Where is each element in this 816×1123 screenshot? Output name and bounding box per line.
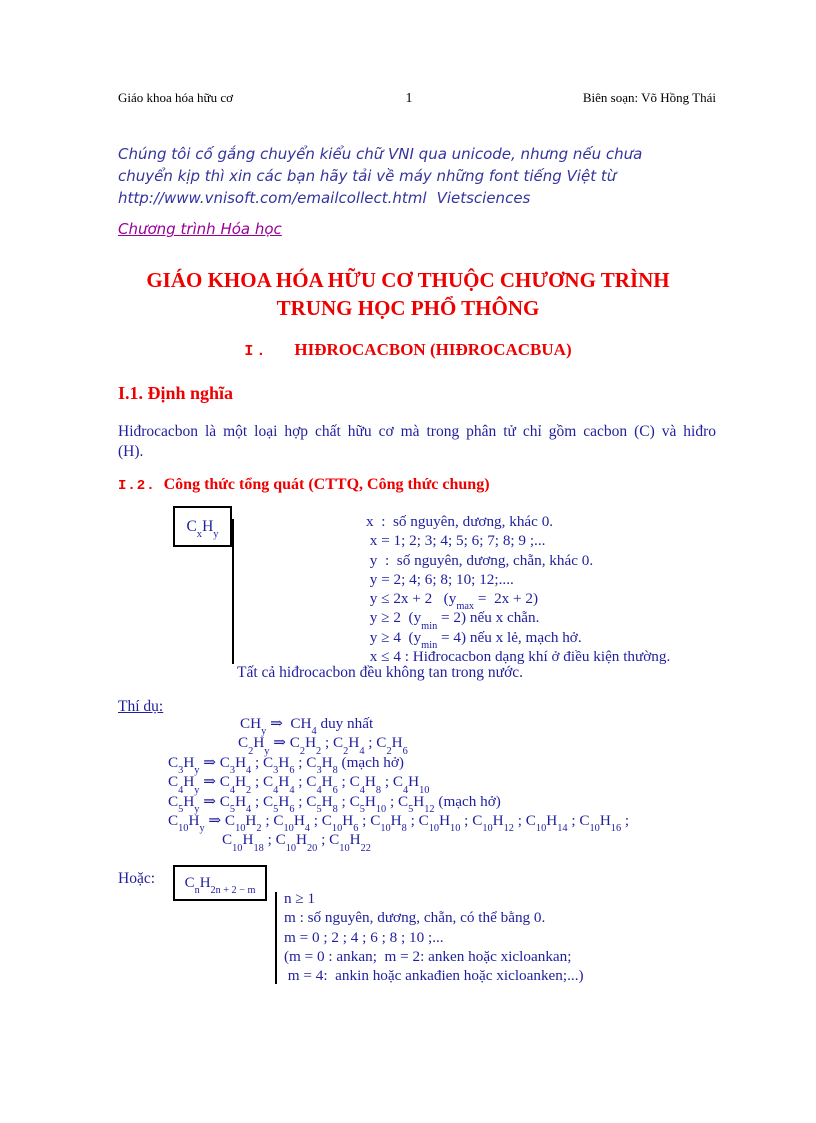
definition-body-line-1: Hiđrocacbon là một loại hợp chất hữu cơ mà trong phân tử chỉ gồm cacbon (C) và hiđro	[118, 423, 716, 440]
section-heading	[0, 340, 816, 360]
definition-heading: I.1. Định nghĩa	[118, 383, 234, 403]
example-line: $C_5H_y$ ⇒ $C_5H_4$ ; $C_5H_6$ ; $C_5H_8$ ; $C_5H_{10}$ ; $C_5H_{12}$ (mạch hở)	[168, 792, 501, 815]
bracket-rule	[232, 519, 234, 664]
condition-line: y : số nguyên, dương, chẵn, khác 0.	[366, 551, 594, 569]
example-line: $C_4H_y$ ⇒ $C_4H_2$ ; $C_4H_4$ ; $C_4H_6$ ; $C_4H_8$ ; $C_4H_{10}$	[168, 773, 430, 796]
condition-line: y = 2; 4; 6; 8; 10; 12;....	[366, 570, 514, 588]
page-header	[118, 90, 716, 107]
vnisoft-url-link[interactable]: http://www.vnisoft.com/emailcollect.html	[118, 189, 427, 207]
m-condition-line: m : số nguyên, dương, chẵn, có thể bằng 0.	[284, 909, 546, 927]
main-title-line-1: GIÁO KHOA HÓA HỮU CƠ THUỘC CHƯƠNG TRÌNH	[146, 268, 670, 292]
intro-line-2: chuyển kịp thì xin các bạn hãy tải về máy những font tiếng Việt từ	[118, 167, 617, 185]
m-condition-line: (m = 0 : ankan; m = 2: anken hoặc xicloankan;	[284, 947, 572, 965]
section-numeral: I.	[244, 343, 269, 360]
cttq-numeral: I.2.	[118, 478, 156, 494]
condition-line: y ≥ 4 $(y_{min} = 4)$ nếu x lẻ, mạch hở.	[366, 628, 582, 652]
intro-line-1: Chúng tôi cố gắng chuyển kiểu chữ VNI qua unicode, nhưng nếu chưa	[118, 145, 643, 163]
conditions-list	[366, 512, 670, 666]
main-title-line-2: TRUNG HỌC PHỔ THÔNG	[276, 296, 540, 320]
program-link[interactable]: Chương trình Hóa học	[118, 220, 282, 238]
definition-body	[118, 422, 716, 462]
vietsciences-label: Vietsciences	[436, 189, 531, 207]
examples-list	[0, 714, 816, 854]
definition-body-line-2: (H).	[118, 443, 144, 460]
main-title	[0, 266, 816, 322]
condition-line: x : số nguyên, dương, khác 0.	[366, 513, 554, 530]
alternative-conditions	[284, 889, 584, 985]
section-heading-text: HIĐROCACBON (HIĐROCACBUA)	[294, 340, 572, 359]
example-line: $C_{10}H_y$ ⇒ $C_{10}H_2$ ; $C_{10}H_4$ ; $C_{10}H_6$ ; $C_{10}H_8$ ; $C_{10}H_{10}$ ; $C_{10}H_{12}$ ; $C_{10}H_{14}$ ; $C_{10}H_{16}$ ;	[168, 812, 630, 835]
m-condition-line: m = 4: ankin hoặc ankađien hoặc xicloanken;...)	[284, 967, 584, 985]
m-condition-line: m = 0 ; 2 ; 4 ; 6 ; 8 ; 10 ;...	[284, 928, 444, 946]
formula-cnh2n2m: $C_nH_{2n + 2 - m}$	[184, 874, 256, 896]
header-book-title: Giáo khoa hóa hữu cơ	[118, 90, 234, 105]
example-line: $CH_y$ ⇒ $CH_4$ duy nhất	[240, 715, 374, 738]
m-condition-line: n ≥ 1	[284, 890, 316, 907]
general-formula-box	[173, 506, 232, 547]
alternative-formula-box	[173, 865, 267, 901]
condition-line: x = 1; 2; 3; 4; 5; 6; 7; 8; 9 ;...	[366, 532, 546, 550]
hoac-label: Hoặc:	[118, 870, 156, 887]
condition-line: y ≤ 2x + 2 $(y_{max} = 2x + 2)$	[366, 590, 539, 613]
examples-label: Thí dụ:	[118, 698, 164, 715]
header-author: Biên soạn: Võ Hồng Thái	[582, 90, 716, 105]
intro-paragraph	[118, 143, 778, 209]
example-line: $C_3H_y$ ⇒ $C_3H_4$ ; $C_3H_6$ ; $C_3H_8$ (mạch hở)	[168, 753, 404, 777]
page-number: 1	[405, 91, 413, 106]
condition-line: x ≤ 4 : Hiđrocacbon dạng khí ở điều kiện thường.	[366, 648, 671, 666]
cttq-heading-text: Công thức tổng quát (CTTQ, Công thức chung)	[163, 476, 490, 493]
example-line: $C_2H_y$ ⇒ $C_2H_2$ ; $C_2H_4$ ; $C_2H_6$	[238, 734, 408, 757]
water-note: Tất cả hiđrocacbon đều không tan trong nước.	[237, 664, 524, 681]
example-line: $C_{10}H_{18}$ ; $C_{10}H_{20}$ ; $C_{10}H_{22}$	[222, 831, 371, 854]
formula-cxhy: $C_xH_y$	[186, 517, 219, 540]
condition-line: y ≥ 2 $(y_{min} = 2)$ nếu x chẵn.	[366, 609, 540, 632]
cttq-heading	[118, 476, 490, 494]
bracket-rule-2	[275, 892, 277, 984]
